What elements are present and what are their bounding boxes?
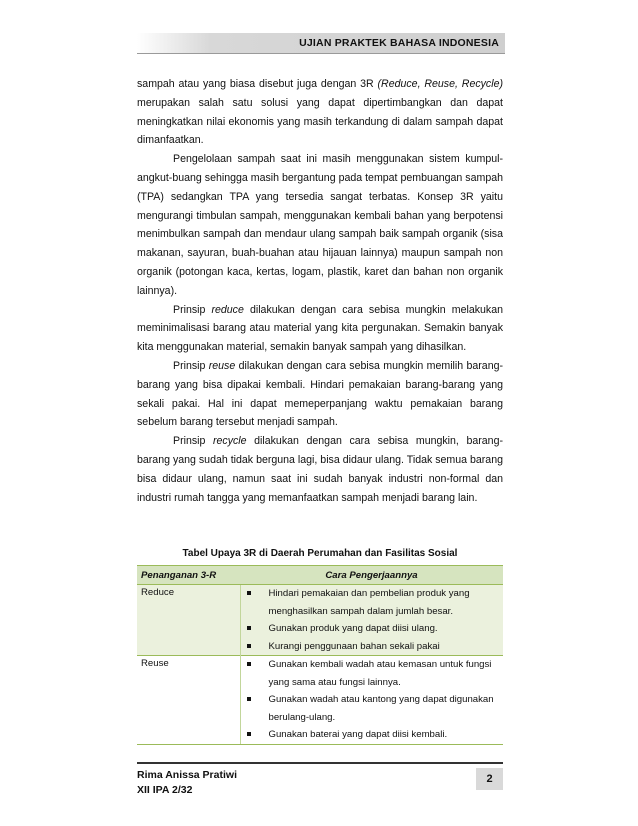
paragraph-4-text: Prinsip: [173, 359, 209, 372]
author-class: XII IPA 2/32: [137, 784, 193, 796]
row-content: [240, 585, 503, 656]
upaya-3r-table: [137, 565, 503, 745]
page-header: [137, 33, 505, 54]
list-item: [245, 691, 500, 726]
table-row: [137, 656, 503, 745]
term-3r: (Reduce, Reuse, Recycle): [377, 78, 503, 90]
body-text: [137, 75, 503, 507]
paragraph-3-text-cont: dilakukan dengan cara sebisa mungkin melakukan meminimalisasi barang atau material yang kita pergunakan. Semakin banyak kita menggunakan material, semakin banyak sampah yang dihasilkan.: [137, 303, 503, 354]
list-item: [245, 585, 500, 620]
paragraph-4: [137, 357, 503, 432]
paragraph-5-text: Prinsip: [173, 435, 213, 448]
square-bullet-icon: [247, 644, 251, 648]
paragraph-3-text: Prinsip: [173, 303, 212, 316]
bullet-list: [245, 656, 500, 744]
footer-author: [137, 768, 237, 798]
list-item-text: Kurangi penggunaan bahan sekali pakai: [268, 640, 440, 652]
header-title: UJIAN PRAKTEK BAHASA INDONESIA: [299, 37, 499, 49]
list-item: [245, 726, 500, 744]
paragraph-5: [137, 432, 503, 507]
square-bullet-icon: [247, 697, 251, 701]
row-label: Reduce: [137, 585, 240, 656]
list-item-text: Gunakan kembali wadah atau kemasan untuk fungsi yang sama atau fungsi lainnya.: [268, 659, 492, 688]
term-reduce: reduce: [211, 303, 244, 316]
square-bullet-icon: [247, 732, 251, 736]
list-item: [245, 620, 500, 638]
paragraph-1: [137, 75, 503, 150]
term-recycle: recycle: [212, 435, 247, 448]
list-item-text: Gunakan produk yang dapat diisi ulang.: [268, 623, 438, 634]
paragraph-1-text: sampah atau yang biasa disebut juga dengan 3R: [137, 78, 378, 90]
list-item: [245, 656, 500, 691]
list-item-text: Gunakan baterai yang dapat diisi kembali.: [268, 729, 448, 740]
paragraph-1-text-cont: merupakan salah satu solusi yang dapat dipertimbangkan dan dapat meningkatkan nilai ekonomis yang masih terkandung di dalam sampah dapat dimanfaatkan.: [137, 96, 503, 147]
square-bullet-icon: [247, 626, 251, 630]
page-number: 2: [476, 768, 503, 790]
table-caption: Tabel Upaya 3R di Daerah Perumahan dan Fasilitas Sosial: [182, 548, 458, 559]
row-content: [240, 656, 503, 745]
list-item-text: Gunakan wadah atau kantong yang dapat digunakan berulang-ulang.: [268, 694, 494, 723]
paragraph-5-text-cont: dilakukan dengan cara sebisa mungkin, barang-barang yang sudah tidak berguna lagi, bisa didaur ulang. Tidak semua barang bisa didaur ulang, namun saat ini sudah banyak industri non-formal dan industri rumah tangga yang memanfaatkan sampah menjadi barang lain.: [137, 435, 503, 504]
square-bullet-icon: [247, 662, 251, 666]
table-row: [137, 585, 503, 656]
paragraph-2: Pengelolaan sampah saat ini masih menggunakan sistem kumpul-angkut-buang sehingga masih bergantung pada tempat pembuangan sampah (TPA) sedangkan TPA yang tersedia sangat terbatas. Konsep 3R yaitu mengurangi timbulan sampah, menggunakan kembali bahan yang berpotensi menimbulkan sampah dan mendaur ulang sampah baik sampah organik (sisa makanan, sayuran, buah-buahan atau hijauan lainnya) maupun sampah non organik (potongan kaca, kertas, logam, plastik, karet dan bahan non organik lainnya).: [137, 153, 503, 297]
table-header-cell: Penanganan 3-R: [137, 566, 240, 585]
term-reuse: reuse: [208, 359, 236, 372]
square-bullet-icon: [247, 591, 251, 595]
list-item: [245, 638, 500, 656]
paragraph-4-text-cont: dilakukan dengan cara sebisa mungkin memilih barang-barang yang bisa dipakai kembali. Hindari pemakaian barang-barang yang sekali pakai. Hal ini dapat memeperpanjang waktu pemakaian barang sebelum barang tersebut menjadi sampah.: [137, 359, 504, 429]
author-name: Rima Anissa Pratiwi: [137, 769, 237, 781]
table-header-row: [137, 566, 503, 585]
row-label: Reuse: [137, 656, 240, 745]
paragraph-3: [137, 301, 503, 357]
list-item-text: Hindari pemakaian dan pembelian produk yang menghasilkan sampah dalam jumlah besar.: [268, 588, 470, 617]
table-header-cell: Cara Pengerjaannya: [240, 566, 503, 585]
footer-divider: [137, 762, 503, 764]
bullet-list: [245, 585, 500, 655]
